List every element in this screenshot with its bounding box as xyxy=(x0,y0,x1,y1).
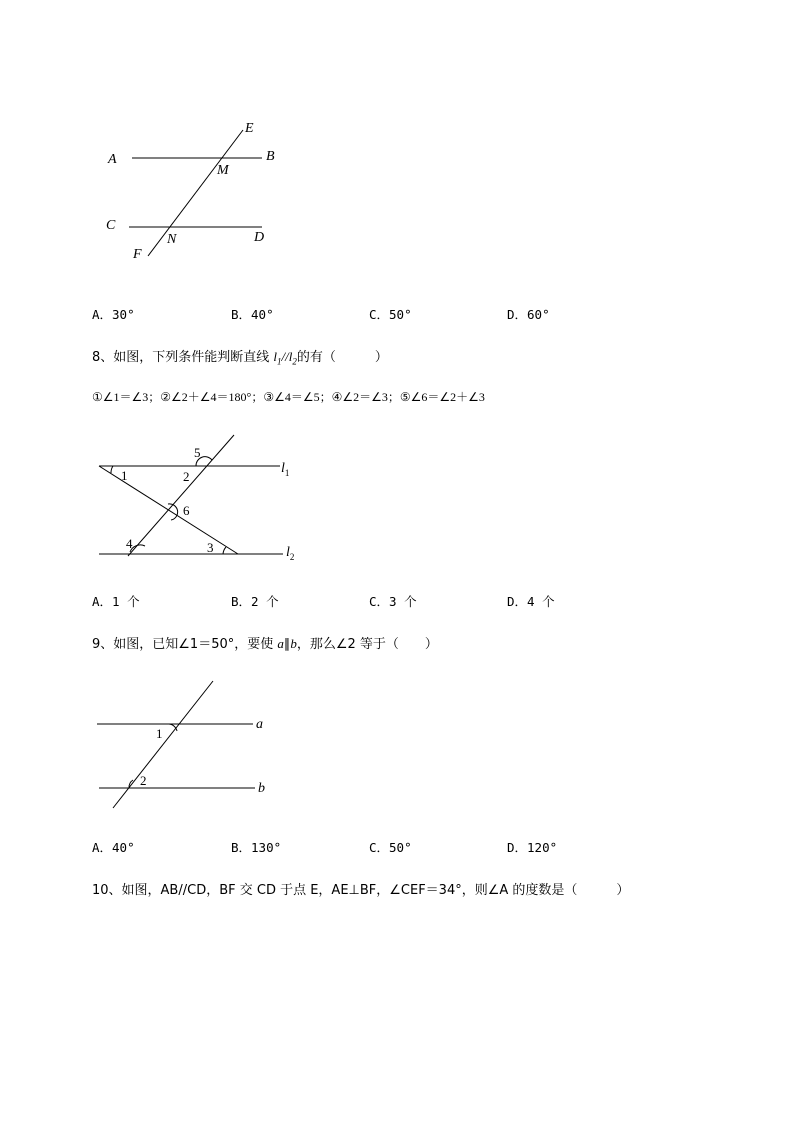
label-a: A xyxy=(108,152,117,167)
label-d: D xyxy=(254,230,265,245)
q8-l1-sub: 1 xyxy=(277,356,282,367)
q8-angle-6: 6 xyxy=(183,503,190,518)
label-c: C xyxy=(106,218,116,233)
label-m: M xyxy=(217,163,229,178)
q9-suffix: ，那么∠2 等于（ ） xyxy=(296,637,438,652)
q9-option-d: D．120° xyxy=(507,840,558,855)
q8-parallel: // xyxy=(281,349,289,364)
transversal xyxy=(113,681,213,808)
label-n: N xyxy=(167,232,177,247)
q8-angle-5: 5 xyxy=(194,445,201,460)
q9-a: a xyxy=(277,636,284,651)
q8-figure xyxy=(0,430,794,570)
q8-angle-2: 2 xyxy=(183,469,190,484)
q9-question xyxy=(92,633,438,652)
arc-6 xyxy=(168,504,178,520)
q8-option-a: A．1 个 xyxy=(92,594,140,609)
transversal-2 xyxy=(99,466,238,554)
q8-l1: l xyxy=(273,349,278,364)
arc-1 xyxy=(169,724,177,731)
q7-option-d: D．60° xyxy=(507,307,550,322)
q9-par: ∥ xyxy=(283,637,291,652)
q8-option-b: B．2 个 xyxy=(231,594,279,609)
q10-question: 10、如图，AB//CD，BF 交 CD 于点 E，AE⊥BF，∠CEF＝34°，则∠A 的度数是（ ） xyxy=(92,883,630,898)
label-e: E xyxy=(245,121,254,136)
transversal-1 xyxy=(128,435,234,556)
arc-3 xyxy=(223,547,226,554)
q9-prefix: 9、如图，已知∠1＝50°，要使 xyxy=(92,637,278,652)
q8-suffix: 的有（ ） xyxy=(296,350,388,365)
q8-label-l2: $l_2$ xyxy=(286,545,295,562)
q7-option-a: A．30° xyxy=(92,307,135,322)
q8-prefix: 8、如图，下列条件能判断直线 xyxy=(92,350,274,365)
q8-option-d: D．4 个 xyxy=(507,594,555,609)
q7-figure xyxy=(0,0,794,300)
q8-angle-1: 1 xyxy=(121,468,128,483)
q8-question xyxy=(92,346,388,367)
q7-option-c: C．50° xyxy=(369,307,412,322)
q8-option-c: C．3 个 xyxy=(369,594,417,609)
label-b: B xyxy=(266,149,275,164)
q9-option-a: A．40° xyxy=(92,840,135,855)
q8-label-l1: $l_1$ xyxy=(281,461,290,478)
arc-1 xyxy=(111,466,113,473)
q9-label-a: a xyxy=(256,717,263,732)
q9-angle-1: 1 xyxy=(156,726,163,741)
q8-l2-sub: 2 xyxy=(292,356,297,367)
q8-conditions: ①∠1＝∠3；②∠2＋∠4＝180°；③∠4＝∠5；④∠2＝∠3；⑤∠6＝∠2＋∠3 xyxy=(92,390,485,404)
q9-b: b xyxy=(290,636,297,651)
q8-angle-4: 4 xyxy=(126,536,133,551)
q9-option-b: B．130° xyxy=(231,840,282,855)
label-f: F xyxy=(133,247,142,262)
q9-label-b: b xyxy=(258,781,265,796)
q7-option-b: B．40° xyxy=(231,307,274,322)
q9-figure xyxy=(0,670,794,820)
q9-option-c: C．50° xyxy=(369,840,412,855)
line-ef xyxy=(148,130,243,256)
q8-angle-3: 3 xyxy=(207,540,214,555)
q8-l2: l xyxy=(288,349,293,364)
q9-angle-2: 2 xyxy=(140,773,147,788)
